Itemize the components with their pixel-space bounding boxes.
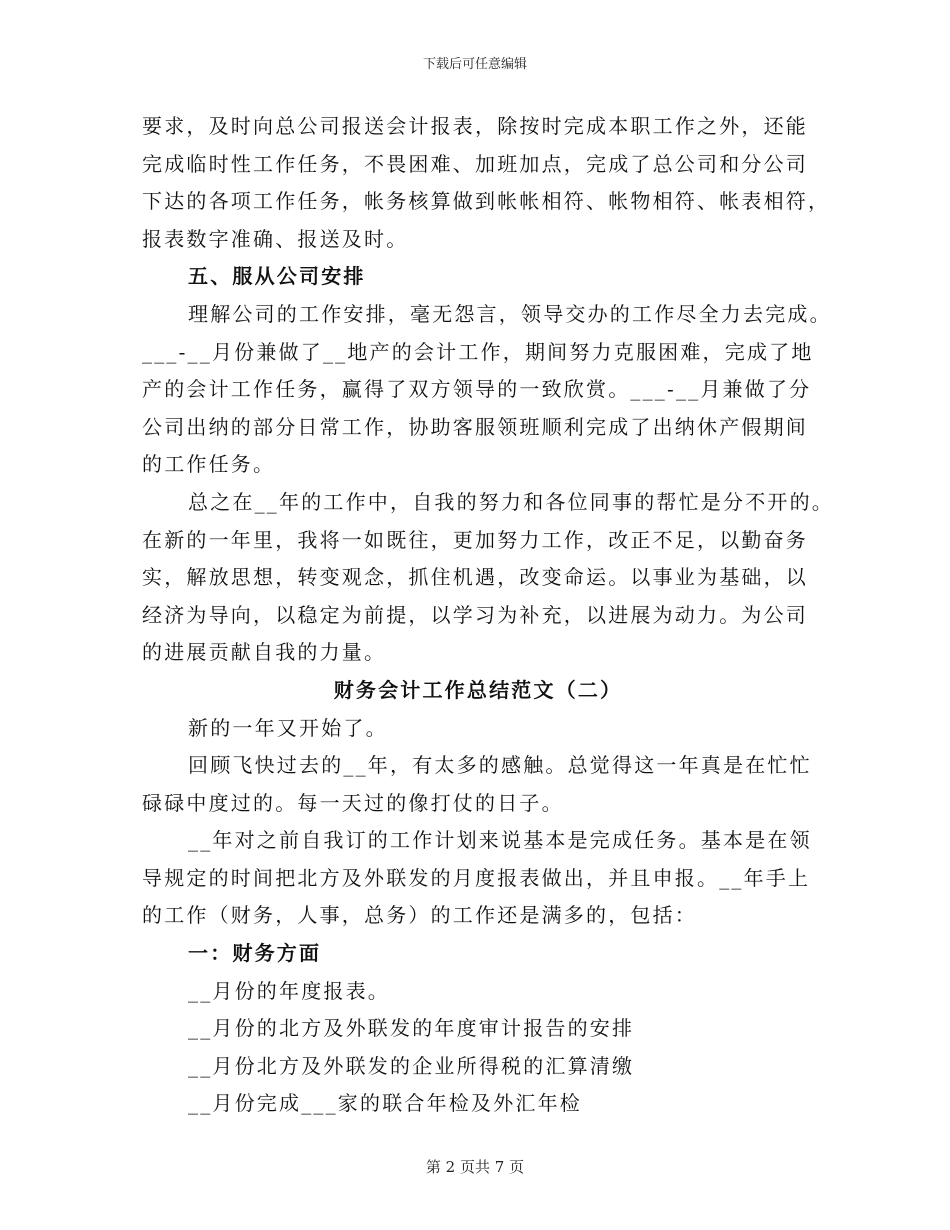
paragraph-line: 实，解放思想，转变观念，抓住机遇，改变命运。以事业为基础，以: [142, 565, 808, 590]
list-item: __月份完成___家的联合年检及外汇年检: [188, 1091, 582, 1116]
paragraph-line: 下达的各项工作任务，帐务核算做到帐帐相符、帐物相符、帐表相符，: [142, 189, 831, 214]
paragraph-line: 理解公司的工作安排，毫无怨言，领导交办的工作尽全力去完成。: [188, 301, 832, 326]
paragraph-line: 的进展贡献自我的力量。: [142, 640, 387, 665]
paragraph-line: 经济为导向，以稳定为前提，以学习为补充，以进展为动力。为公司: [142, 602, 808, 627]
section-heading: 五、服从公司安排: [188, 264, 366, 289]
document-title: 财务会计工作总结范文（二）: [333, 677, 623, 702]
paragraph-line: 回顾飞快过去的__年，有太多的感触。总觉得这一年真是在忙忙: [188, 753, 812, 778]
section-heading: 一：财务方面: [188, 941, 322, 966]
paragraph-line: 的工作（财务，人事，总务）的工作还是满多的，包括：: [142, 903, 697, 928]
paragraph-line: 总之在__年的工作中，自我的努力和各位同事的帮忙是分不开的。: [188, 489, 834, 514]
page-header: 下载后可任意编辑: [422, 57, 527, 72]
paragraph-line: 完成临时性工作任务，不畏困难、加班加点，完成了总公司和分公司: [142, 151, 808, 176]
document-body: [142, 108, 834, 1123]
paragraph-line: 导规定的时间把北方及外联发的月度报表做出，并且申报。__年手上: [142, 865, 811, 890]
paragraph-line: 的工作任务。: [142, 452, 276, 477]
paragraph-line: ___-__月份兼做了__地产的会计工作，期间努力克服困难，完成了地: [142, 339, 814, 364]
paragraph-line: 碌碌中度过的。每一天过的像打仗的日子。: [142, 790, 564, 815]
paragraph-line: 报表数字准确、报送及时。: [142, 226, 409, 251]
paragraph-line: 产的会计工作任务，赢得了双方领导的一致欣赏。___-__月兼做了分: [142, 377, 812, 402]
paragraph-line: 要求，及时向总公司报送会计报表，除按时完成本职工作之外，还能: [142, 114, 808, 138]
paragraph-line: 在新的一年里，我将一如既往，更加努力工作，改正不足，以勤奋务: [142, 527, 808, 552]
paragraph-line: 公司出纳的部分日常工作，协助客服领班顺利完成了出纳休产假期间: [142, 414, 808, 439]
paragraph-line: 新的一年又开始了。: [188, 715, 388, 740]
list-item: __月份北方及外联发的企业所得税的汇算清缴: [188, 1053, 635, 1078]
paragraph-line: __年对之前自我订的工作计划来说基本是完成任务。基本是在领: [188, 828, 812, 853]
page-footer: 第 2 页共 7 页: [425, 1158, 525, 1176]
list-item: __月份的年度报表。: [188, 978, 390, 1003]
list-item: __月份的北方及外联发的年度审计报告的安排: [188, 1016, 635, 1041]
